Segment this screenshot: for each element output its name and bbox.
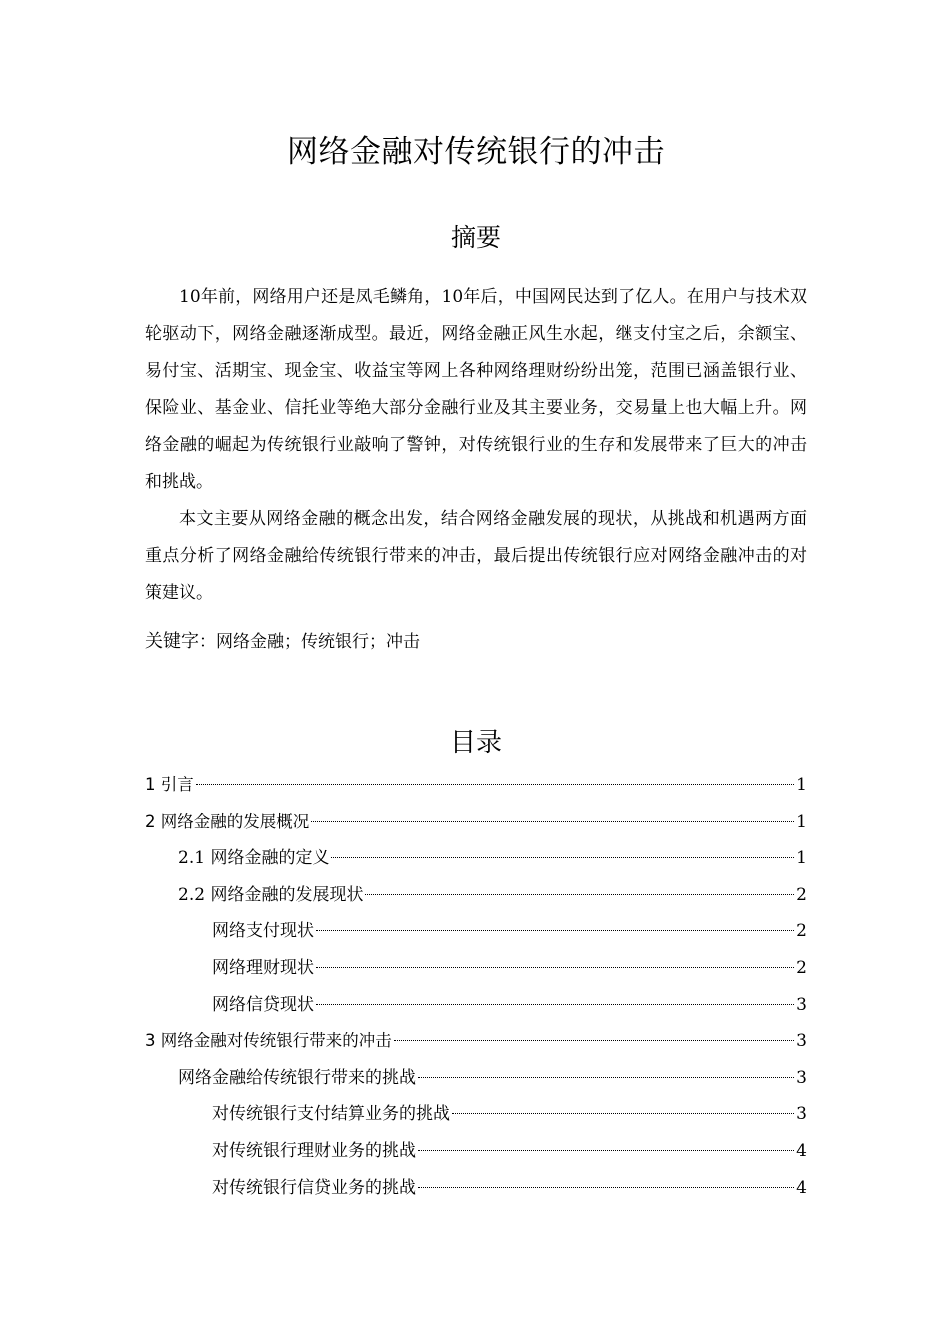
toc-entry-page: 2 <box>796 921 807 942</box>
toc-entry[interactable] <box>145 767 807 804</box>
toc-entry-page: 4 <box>796 1140 807 1161</box>
toc-entry-page: 3 <box>796 994 807 1015</box>
toc-entry[interactable] <box>145 950 807 987</box>
toc-entry-page: 1 <box>796 775 807 795</box>
toc-entry-page: 1 <box>796 811 807 832</box>
abstract-body <box>145 279 807 612</box>
abstract-paragraph: 10年前，网络用户还是凤毛鳞角，10年后，中国网民达到了亿人。在用户与技术双轮驱动下，网络金融逐渐成型。最近，网络金融正风生水起，继支付宝之后，余额宝、易付宝、活期宝、现金宝、收益宝等网上各种网络理财纷纷出笼，范围已涵盖银行业、保险业、基金业、信托业等绝大部分金融行业及其主要业务，交易量上也大幅上升。网络金融的崛起为传统银行业敲响了警钟，对传统银行业的生存和发展带来了巨大的冲击和挑战。 <box>145 287 807 492</box>
toc-entry-title: 3 网络金融对传统银行带来的冲击 <box>145 1031 392 1051</box>
toc-entry[interactable] <box>145 987 807 1024</box>
toc-dot-leader <box>418 1077 794 1078</box>
keywords-value: 网络金融；传统银行；冲击 <box>216 632 420 652</box>
toc-entry-page: 2 <box>796 957 807 978</box>
toc-entry-page: 2 <box>796 884 807 905</box>
toc-entry-title: 对传统银行信贷业务的挑战 <box>212 1177 416 1198</box>
keywords-label: 关键字 <box>145 631 199 652</box>
toc-entry-title: 网络金融给传统银行带来的挑战 <box>178 1067 416 1088</box>
toc-dot-leader <box>316 1004 794 1005</box>
toc-dot-leader <box>331 857 794 858</box>
abstract-paragraph: 本文主要从网络金融的概念出发，结合网络金融发展的现状，从挑战和机遇两方面重点分析了网络金融给传统银行带来的冲击，最后提出传统银行应对网络金融冲击的对策建议。 <box>145 509 807 603</box>
toc-entry[interactable] <box>145 804 807 841</box>
toc-entry-title: 网络信贷现状 <box>212 994 314 1015</box>
toc-entry[interactable] <box>145 1133 807 1170</box>
toc-entry-page: 1 <box>796 848 807 869</box>
toc-entry-title: 2.1 网络金融的定义 <box>178 848 330 869</box>
toc-entry[interactable] <box>145 913 807 950</box>
toc-entry-page: 3 <box>796 1031 807 1052</box>
toc-dot-leader <box>365 894 794 895</box>
toc-dot-leader <box>311 821 794 822</box>
toc-dot-leader <box>452 1113 794 1114</box>
toc-dot-leader <box>316 930 794 931</box>
abstract-heading: 摘要 <box>450 223 501 252</box>
keywords-separator: ： <box>199 632 216 652</box>
toc-entry-title: 网络理财现状 <box>212 957 314 978</box>
toc-entry[interactable] <box>145 840 807 877</box>
toc-entry-page: 3 <box>796 1104 807 1125</box>
toc-entry-title: 1 引言 <box>145 775 194 794</box>
toc-entry[interactable] <box>145 1170 807 1207</box>
table-of-contents <box>145 767 807 1206</box>
toc-entry[interactable] <box>145 1023 807 1060</box>
toc-entry-title: 网络支付现状 <box>212 921 314 942</box>
toc-dot-leader <box>394 1040 794 1041</box>
toc-dot-leader <box>418 1150 794 1151</box>
toc-entry-title: 对传统银行支付结算业务的挑战 <box>212 1104 450 1125</box>
toc-entry[interactable] <box>145 1096 807 1133</box>
toc-entry-page: 3 <box>796 1067 807 1088</box>
toc-dot-leader <box>418 1187 794 1188</box>
toc-heading: 目录 <box>449 728 502 758</box>
toc-dot-leader <box>196 784 794 785</box>
document-title: 网络金融对传统银行的冲击 <box>287 134 665 170</box>
keywords-line <box>145 625 807 659</box>
toc-entry-title: 2.2 网络金融的发展现状 <box>178 884 364 905</box>
toc-dot-leader <box>316 967 794 968</box>
toc-entry-title: 对传统银行理财业务的挑战 <box>212 1140 416 1161</box>
toc-entry[interactable] <box>145 1060 807 1097</box>
toc-entry-page: 4 <box>796 1177 807 1198</box>
toc-entry[interactable] <box>145 877 807 914</box>
toc-entry-title: 2 网络金融的发展概况 <box>145 811 310 831</box>
